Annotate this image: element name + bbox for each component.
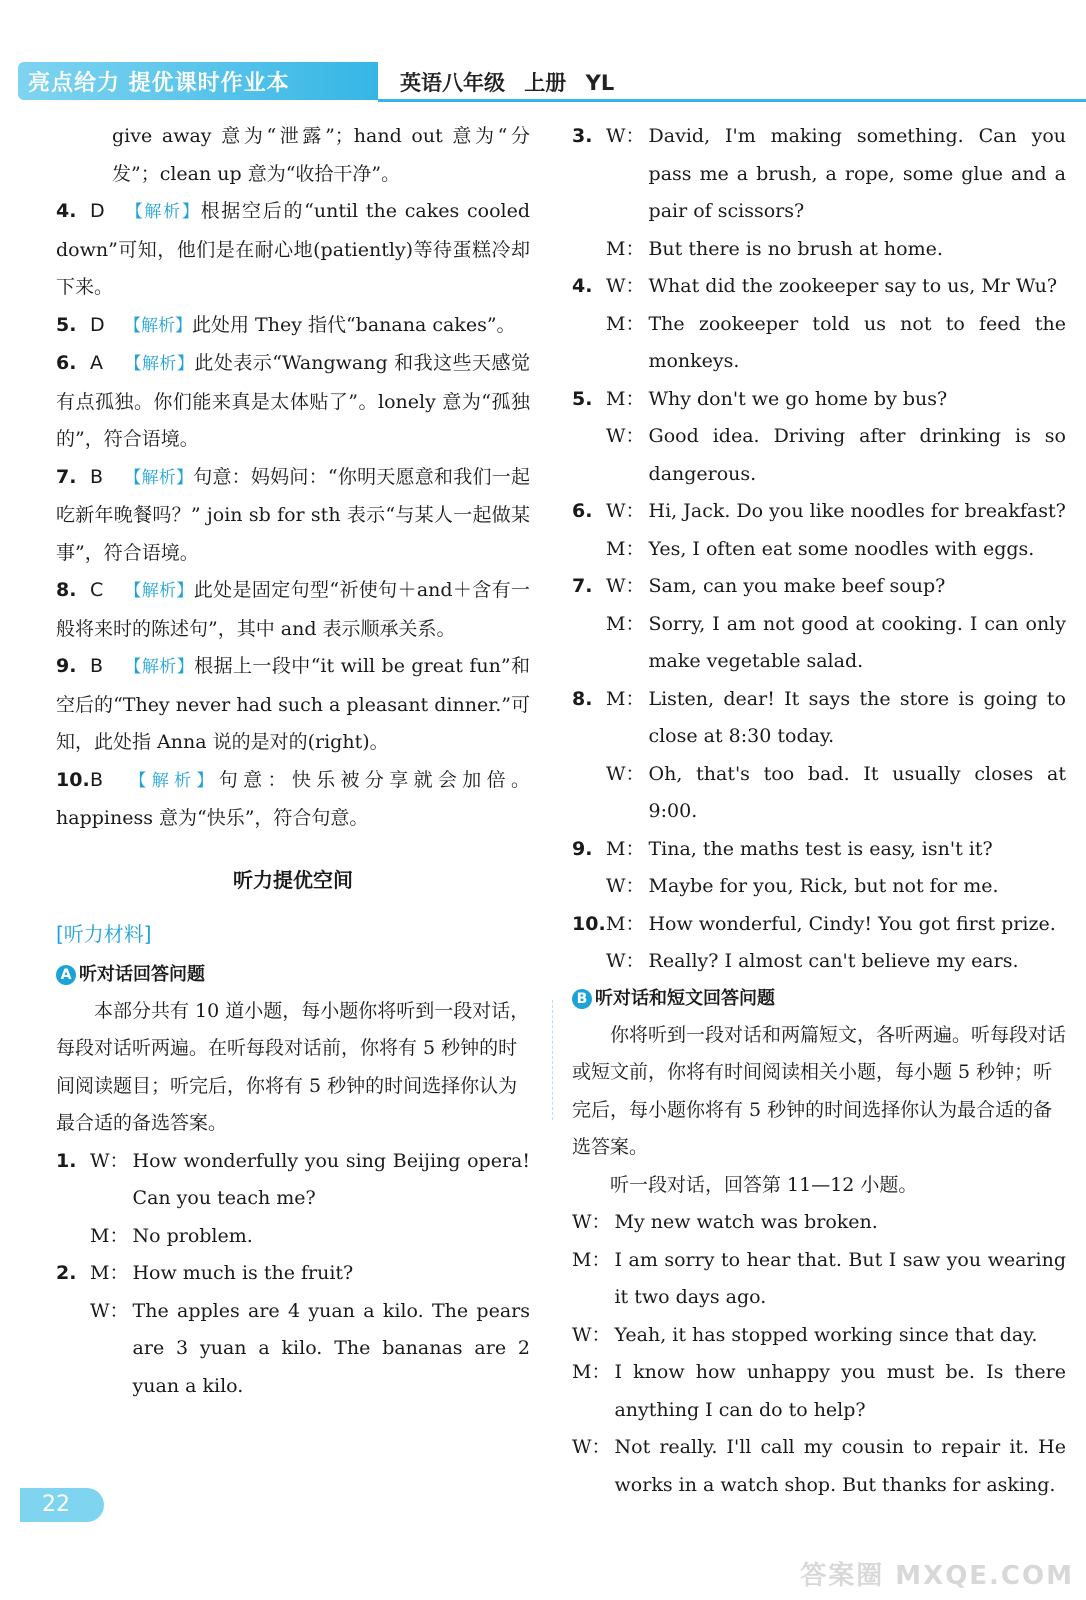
dialogue-line: [56, 1218, 530, 1256]
answer-number: 4.: [56, 200, 77, 222]
speaker-label: W：: [606, 125, 645, 147]
speaker-label: W：: [606, 575, 645, 597]
answer-text: 根据空后的“until the cakes cooled down”可知，他们是在耐心地(patiently)等待蛋糕冷却下来。: [56, 200, 530, 298]
dialogue-number: 9.: [572, 837, 593, 860]
dialogue-line: [572, 1354, 1066, 1429]
dialogue-text: David, I'm making something. Can you pass me a brush, a rope, some glue and a pair of scissors?: [648, 125, 1066, 222]
answer-number: 10.: [56, 768, 90, 791]
answer-item: [56, 307, 530, 346]
part-b-instruction: 听一段对话，回答第 11—12 小题。: [610, 1173, 918, 1196]
answer-text: 句意：快乐被分享就会加倍。happiness 意为“快乐”，符合句意。: [56, 768, 530, 829]
dialogue-line: [572, 231, 1066, 269]
dialogue-line: [572, 1204, 1066, 1242]
column-divider: [552, 1000, 553, 1120]
dialogue-text: Sam, can you make beef soup?: [648, 575, 946, 597]
dialogue-text: Hi, Jack. Do you like noodles for breakfast?: [648, 500, 1066, 522]
dialogue-line: [572, 756, 1066, 831]
dialogue-number: 7.: [572, 575, 593, 597]
answer-item: [56, 459, 530, 573]
part-b-title: [572, 981, 1066, 1017]
dialogue-line: [572, 381, 1066, 419]
speaker-label: M：: [606, 387, 645, 410]
analysis-tag: 【解析】: [124, 467, 194, 488]
analysis-tag: 【解析】: [124, 354, 195, 374]
part-a-title-text: 听对话回答问题: [79, 963, 205, 985]
dialogue-line: [572, 906, 1066, 944]
speaker-label: W：: [606, 762, 645, 785]
dialogue-line: [572, 943, 1066, 981]
dialogue-line: [572, 1317, 1066, 1355]
part-a-title: [56, 957, 530, 993]
dialogue-number: 1.: [56, 1149, 77, 1172]
dialogue-line: [572, 531, 1066, 569]
speaker-label: W：: [90, 1149, 129, 1172]
answer-text: 句意：妈妈问：“你明天愿意和我们一起吃新年晚餐吗？” join sb for sth 表示“与某人一起做某事”，符合语境。: [56, 465, 530, 564]
dialogue-line: [572, 606, 1066, 681]
dialogue-line: [572, 268, 1066, 306]
analysis-tag: 【解析】: [124, 581, 194, 601]
speaker-label: W：: [572, 1323, 611, 1346]
answer-number: 8.: [56, 579, 77, 601]
analysis-tag: 【解析】: [124, 657, 195, 677]
answer-letter: A: [90, 352, 103, 374]
dialogue-line: [572, 681, 1066, 756]
dialogue-line: [56, 1293, 530, 1406]
answer-text: 根据上一段中“it will be great fun”和空后的“They never had such a pleasant dinner.”可知，此处指 Anna 说的是对的(right)。: [56, 655, 531, 753]
dialogue-text: How wonderful, Cindy! You got first prize.: [648, 912, 1056, 935]
dialogue-number: 2.: [56, 1262, 77, 1284]
dialogue-text: Listen, dear! It says the store is going to close at 8:30 today.: [648, 687, 1066, 747]
material-title: [听力材料]: [56, 921, 152, 946]
dialogue-line: [572, 306, 1066, 381]
left-column: [56, 118, 530, 1405]
answer-text: 此处用 They 指代“banana cakes”。: [192, 313, 516, 336]
header-rule: [378, 99, 1086, 102]
dialogue-number: 4.: [572, 275, 593, 297]
answer-item: [56, 762, 530, 838]
dialogue-list-continued: [572, 118, 1066, 981]
dialogue-text: No problem.: [132, 1224, 253, 1247]
speaker-label: W：: [90, 1299, 129, 1322]
speaker-label: W：: [606, 500, 645, 522]
part-a-intro: 本部分共有 10 道小题，每小题你将听到一段对话，每段对话听两遍。在听每段对话前，你将有 5 秒钟的时间阅读题目；听完后，你将有 5 秒钟的时间选择你认为最合适的备选答案。: [56, 999, 530, 1134]
analysis-tag: 【解析】: [124, 202, 201, 222]
dialogue-number: 10.: [572, 912, 606, 935]
speaker-label: M：: [572, 1361, 611, 1383]
right-column: [572, 118, 1066, 1504]
dialogue-line: [572, 1242, 1066, 1317]
speaker-label: M：: [606, 612, 645, 635]
answer-item: [56, 193, 530, 307]
speaker-label: W：: [572, 1436, 611, 1458]
answer-letter: B: [90, 768, 104, 791]
section-title: 听力提优空间: [233, 867, 353, 892]
page-number: 22: [20, 1488, 104, 1522]
page-header: [0, 0, 1086, 100]
analysis-tag: 【解析】: [124, 770, 219, 791]
book-title: 英语八年级 上册 YL: [400, 71, 615, 95]
part-b-badge: B: [572, 989, 592, 1009]
dialogue-line: [572, 418, 1066, 493]
part-b-title-text: 听对话和短文回答问题: [595, 987, 775, 1009]
speaker-label: M：: [606, 537, 645, 560]
dialogue-line: [572, 1429, 1066, 1504]
dialogue-line: [56, 1255, 530, 1293]
part-a-badge: A: [56, 965, 76, 985]
speaker-label: M：: [606, 837, 645, 860]
speaker-label: M：: [606, 687, 645, 710]
dialogue-text: Oh, that's too bad. It usually closes at 9:00.: [648, 762, 1066, 822]
dialogue-text: The apples are 4 yuan a kilo. The pears are 3 yuan a kilo. The bananas are 2 yuan a kilo.: [132, 1299, 530, 1397]
dialogue-text: Not really. I'll call my cousin to repair it. He works in a watch shop. But thanks for asking.: [614, 1436, 1066, 1496]
dialogue-list: [56, 1143, 530, 1406]
dialogue-text: I know how unhappy you must be. Is there anything I can do to help?: [614, 1361, 1066, 1421]
speaker-label: W：: [606, 875, 645, 897]
dialogue-text: Maybe for you, Rick, but not for me.: [648, 875, 999, 897]
dialogue-line: [572, 493, 1066, 531]
dialogue-text: Tina, the maths test is easy, isn't it?: [648, 837, 993, 860]
speaker-label: M：: [606, 912, 645, 935]
answer-number: 9.: [56, 655, 77, 677]
dialogue-text: Yes, I often eat some noodles with eggs.: [648, 537, 1035, 560]
speaker-label: M：: [606, 237, 645, 260]
answer-text: 此处是固定句型“祈使句＋and＋含有一般将来时的陈述句”，其中 and 表示顺承关系。: [56, 579, 530, 640]
dialogue-text: Why don't we go home by bus?: [648, 387, 948, 410]
dialogue-line: [572, 868, 1066, 906]
part-b-intro: 你将听到一段对话和两篇短文，各听两遍。听每段对话或短文前，你将有时间阅读相关小题，每小题 5 秒钟；听完后，每小题你将有 5 秒钟的时间选择你认为最合适的备选答案。: [572, 1023, 1067, 1158]
speaker-label: W：: [606, 425, 645, 447]
speaker-label: W：: [606, 275, 645, 297]
answer-item: [56, 118, 530, 193]
dialogue-text: How much is the fruit?: [132, 1262, 354, 1284]
speaker-label: M：: [606, 312, 645, 335]
dialogue-line: [572, 568, 1066, 606]
dialogue-text: Really? I almost can't believe my ears.: [648, 950, 1019, 972]
dialogue-text: What did the zookeeper say to us, Mr Wu?: [648, 275, 1058, 297]
dialogue-number: 5.: [572, 387, 593, 410]
answer-letter: C: [90, 579, 104, 601]
analysis-tag: 【解析】: [124, 315, 192, 336]
speaker-label: W：: [606, 950, 645, 972]
speaker-label: M：: [90, 1262, 129, 1284]
series-title: 亮点给力 提优课时作业本: [28, 71, 290, 96]
dialogue-text: Yeah, it has stopped working since that day.: [614, 1323, 1038, 1346]
dialogue-line: [572, 831, 1066, 869]
dialogue-number: 8.: [572, 687, 593, 710]
dialogue-text: The zookeeper told us not to feed the monkeys.: [648, 312, 1066, 372]
answer-letter: D: [90, 313, 105, 336]
dialogue-text: But there is no brush at home.: [648, 237, 943, 260]
dialogue-text: I am sorry to hear that. But I saw you wearing it two days ago.: [614, 1248, 1066, 1308]
answer-explanations: [56, 118, 530, 838]
dialogue-line: [56, 1143, 530, 1218]
dialogue-text: Good idea. Driving after drinking is so dangerous.: [648, 425, 1066, 485]
answer-item: [56, 572, 530, 648]
speaker-label: W：: [572, 1211, 611, 1233]
watermark-logo: 答案圈 MXQE.COM: [800, 1561, 1074, 1591]
dialogue-line: [572, 118, 1066, 231]
answer-number: 5.: [56, 313, 77, 336]
answer-number: 6.: [56, 352, 77, 374]
speaker-label: M：: [90, 1224, 129, 1247]
answer-number: 7.: [56, 465, 77, 488]
dialogue-text: Sorry, I am not good at cooking. I can only make vegetable salad.: [648, 612, 1066, 672]
answer-item: [56, 648, 530, 762]
speaker-label: M：: [572, 1248, 611, 1271]
dialogue-text: How wonderfully you sing Beijing opera! Can you teach me?: [132, 1149, 530, 1209]
answer-text: 此处表示“Wangwang 和我这些天感觉有点孤独。你们能来真是太体贴了”。lonely 意为“孤独的”，符合语境。: [56, 352, 530, 450]
dialogue-text: My new watch was broken.: [614, 1211, 878, 1233]
long-dialogue: [572, 1204, 1066, 1504]
answer-letter: D: [90, 200, 105, 222]
answer-item: [56, 345, 530, 459]
answer-text: give away 意为“泄露”；hand out 意为“分发”；clean up 意为“收拾干净”。: [112, 125, 530, 185]
dialogue-number: 6.: [572, 500, 593, 522]
answer-letter: B: [90, 465, 104, 488]
dialogue-number: 3.: [572, 125, 593, 147]
answer-letter: B: [90, 655, 104, 677]
